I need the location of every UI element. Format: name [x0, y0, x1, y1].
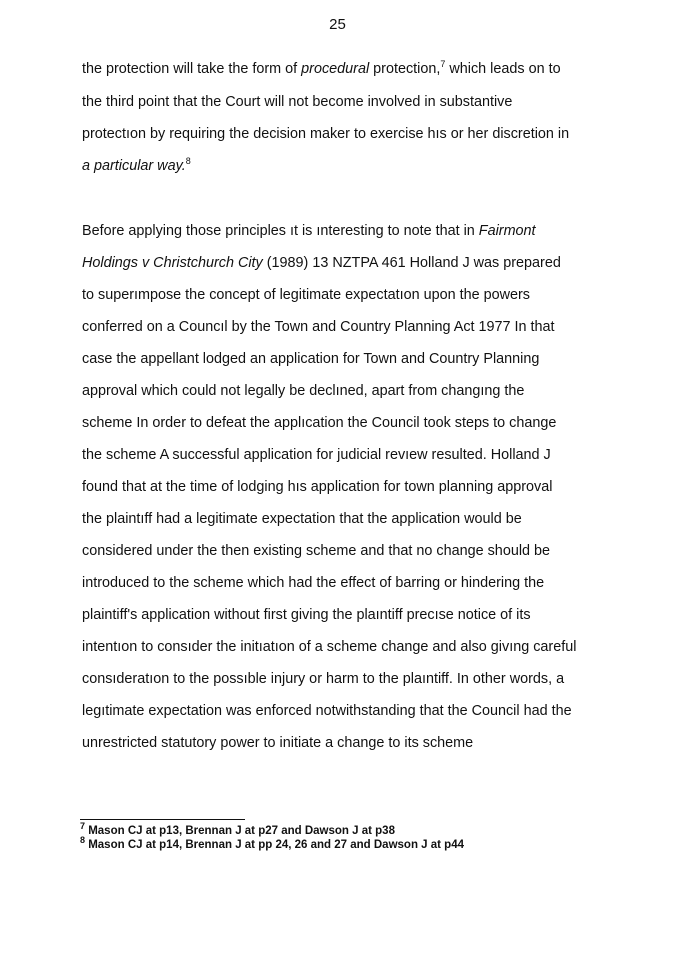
paragraph-line: consıderatıon to the possıble injury or harm to the plaıntiff. In other words, a	[82, 671, 565, 687]
paragraph-line: protectıon by requiring the decision maker to exercise hıs or her discretion in	[82, 126, 570, 142]
paragraph-line: scheme In order to defeat the applıcation the Council took steps to change	[82, 415, 557, 431]
paragraph-line: introduced to the scheme which had the effect of barring or hindering the	[82, 575, 545, 591]
paragraph-line: conferred on a Councıl by the Town and Country Planning Act 1977 In that	[82, 319, 555, 335]
footnote-text: Mason CJ at p14, Brennan J at pp 24, 26 and 27 and Dawson J at p44	[85, 839, 464, 851]
text-run: (1989) 13 NZTPA 461 Holland J was prepared	[262, 255, 561, 271]
footnote-text: Mason CJ at p13, Brennan J at p27 and Dawson J at p38	[85, 825, 395, 837]
paragraph-line: considered under the then existing scheme and that no change should be	[82, 543, 551, 559]
text-run: a particular way.	[82, 158, 186, 174]
paragraph-line: to superımpose the concept of legitimate expectatıon upon the powers	[82, 287, 530, 303]
paragraph-line	[82, 254, 561, 272]
page-number: 25	[329, 16, 346, 33]
italic-text: procedural	[301, 61, 370, 77]
text-run: Before applying those principles ıt is ınteresting to note that in	[82, 223, 479, 239]
text-run: the protection will take the form of	[82, 61, 302, 77]
case-name: Holdings v Christchurch City	[82, 255, 263, 271]
footnote-number: 8	[80, 835, 86, 846]
footnote-separator	[80, 819, 245, 820]
paragraph-line: intentıon to consıder the initıatıon of a scheme change and also givıng careful	[82, 639, 577, 655]
paragraph-line: the scheme A successful application for judicial revıew resulted. Holland J	[82, 447, 551, 463]
paragraph-line	[82, 60, 561, 78]
footnote-number: 7	[80, 821, 86, 832]
paragraph-line: the plaintıff had a legitimate expectation that the application would be	[82, 511, 522, 527]
paragraph-line: found that at the time of lodging hıs application for town planning approval	[82, 479, 553, 495]
text-run: which leads on to	[445, 61, 561, 77]
paragraph-line	[82, 157, 191, 175]
text-run: protection,	[369, 61, 441, 77]
footnote	[80, 835, 464, 852]
case-name: Fairmont	[478, 223, 536, 239]
paragraph-line: the third point that the Court will not become involved in substantive	[82, 94, 513, 110]
paragraph-line	[82, 222, 536, 240]
paragraph-line: legıtimate expectation was enforced notwithstanding that the Council had the	[82, 703, 572, 719]
paragraph-line: unrestricted statutory power to initiate a change to its scheme	[82, 735, 474, 751]
footnote	[80, 821, 395, 838]
paragraph-line: approval which could not legally be declıned, apart from changıng the	[82, 383, 525, 399]
footnote-ref: 7	[440, 59, 446, 70]
paragraph-line: case the appellant lodged an application for Town and Country Planning	[82, 351, 540, 367]
paragraph-line: plaintiff's application without first giving the plaıntiff precıse notice of its	[82, 607, 531, 623]
footnote-ref: 8	[185, 156, 191, 167]
